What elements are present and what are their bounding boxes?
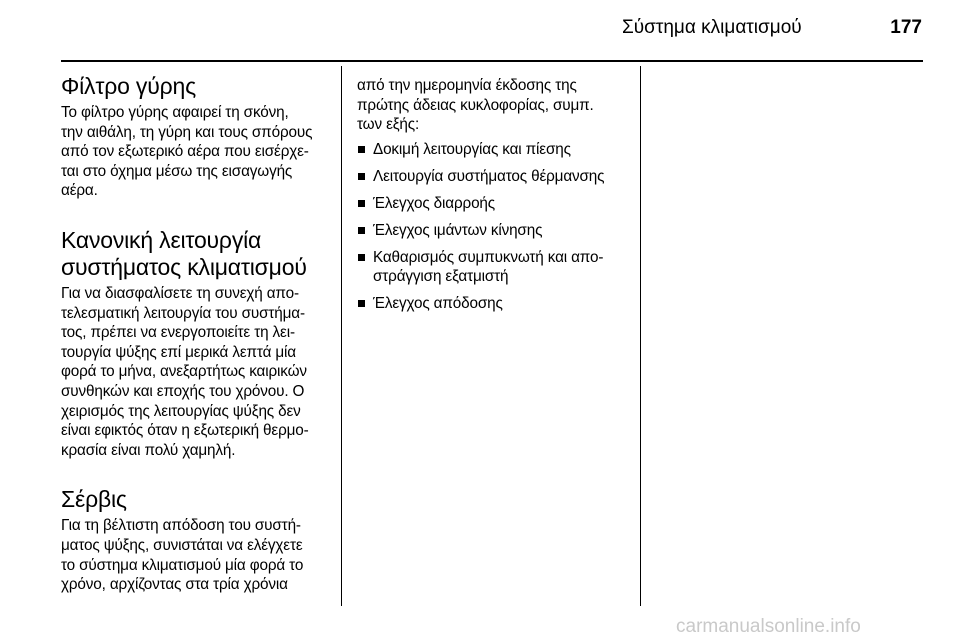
list-item-text: Έλεγχος απόδοσης bbox=[373, 295, 503, 313]
service-checklist bbox=[357, 140, 629, 314]
body-line: των εξής: bbox=[357, 116, 420, 134]
bullet-square-icon bbox=[358, 146, 365, 153]
list-item bbox=[357, 194, 629, 214]
page-header-title: Σύστημα κλιματισμού bbox=[622, 17, 802, 38]
heading-line: Φίλτρο γύρης bbox=[61, 73, 196, 99]
heading-line: συστήματος κλιματισμού bbox=[61, 253, 307, 280]
body-line: τελεσματική λειτουργία του συστήμα- bbox=[61, 304, 305, 322]
list-item-text: στράγγιση εξατμιστή bbox=[373, 268, 509, 286]
left-column bbox=[61, 73, 333, 595]
list-item bbox=[357, 294, 629, 314]
list-item-text: Έλεγχος διαρροής bbox=[373, 194, 496, 212]
body-line: ται στο όχημα μέσω της εισαγωγής bbox=[61, 162, 293, 180]
section-pollen-filter bbox=[61, 73, 333, 201]
heading-line: Κανονική λειτουργία bbox=[61, 226, 262, 253]
continued-paragraph bbox=[357, 76, 629, 135]
section-heading bbox=[61, 73, 333, 100]
section-body bbox=[61, 284, 333, 460]
body-line: είναι εφικτός όταν η εξωτερική θερμο- bbox=[61, 422, 309, 440]
column-divider-right bbox=[640, 66, 641, 606]
section-heading bbox=[61, 227, 333, 281]
column-divider-left bbox=[341, 66, 342, 606]
list-item bbox=[357, 248, 629, 287]
page-number: 177 bbox=[890, 17, 922, 38]
list-item-text: Έλεγχος ιμάντων κίνησης bbox=[373, 221, 543, 239]
section-service bbox=[61, 486, 333, 594]
middle-column bbox=[357, 76, 629, 321]
body-line: πρώτης άδειας κυκλοφορίας, συμπ. bbox=[357, 96, 594, 114]
watermark: carmanualsonline.info bbox=[676, 616, 861, 637]
body-line: Για τη βέλτιστη απόδοση του συστή- bbox=[61, 517, 301, 535]
body-line: αέρα. bbox=[61, 182, 98, 200]
section-normal-operation bbox=[61, 227, 333, 460]
list-item-text: Δοκιμή λειτουργίας και πίεσης bbox=[373, 140, 571, 158]
bullet-square-icon bbox=[358, 254, 365, 261]
body-line: συνθηκών και εποχής του χρόνου. Ο bbox=[61, 382, 305, 400]
body-line: Για να διασφαλίσετε τη συνεχή απο- bbox=[61, 284, 299, 302]
bullet-square-icon bbox=[358, 300, 365, 307]
body-line: την αιθάλη, τη γύρη και τους σπόρους bbox=[61, 123, 313, 141]
body-line: Το φίλτρο γύρης αφαιρεί τη σκόνη, bbox=[61, 104, 289, 121]
list-item bbox=[357, 167, 629, 187]
body-line: τουργία ψύξης επί μερικά λεπτά μία bbox=[61, 343, 296, 361]
header-rule bbox=[61, 60, 923, 62]
body-line: ματος ψύξης, συνιστάται να ελέγχετε bbox=[61, 536, 303, 554]
section-body bbox=[61, 516, 333, 594]
list-item-text: Λειτουργία συστήματος θέρμανσης bbox=[373, 167, 605, 185]
section-heading bbox=[61, 486, 333, 513]
body-line: κρασία είναι πολύ χαμηλή. bbox=[61, 441, 236, 459]
body-line: από τον εξωτερικό αέρα που εισέρχε- bbox=[61, 143, 309, 161]
bullet-square-icon bbox=[358, 173, 365, 180]
body-line: χρόνο, αρχίζοντας στα τρία χρόνια bbox=[61, 576, 288, 594]
body-line: από την ημερομηνία έκδοσης της bbox=[357, 77, 577, 94]
bullet-square-icon bbox=[358, 227, 365, 234]
section-body bbox=[61, 103, 333, 201]
list-item-text: Καθαρισμός συμπυκνωτή και απο- bbox=[373, 248, 604, 266]
bullet-square-icon bbox=[358, 200, 365, 207]
heading-line: Σέρβις bbox=[61, 486, 127, 513]
body-line: το σύστημα κλιματισμού μία φορά το bbox=[61, 556, 304, 574]
body-line: χειρισμός της λειτουργίας ψύξης δεν bbox=[61, 402, 301, 420]
body-line: τος, πρέπει να ενεργοποιείτε τη λει- bbox=[61, 324, 295, 342]
body-line: φορά το μήνα, ανεξαρτήτως καιρικών bbox=[61, 363, 307, 381]
list-item bbox=[357, 221, 629, 241]
list-item bbox=[357, 140, 629, 160]
